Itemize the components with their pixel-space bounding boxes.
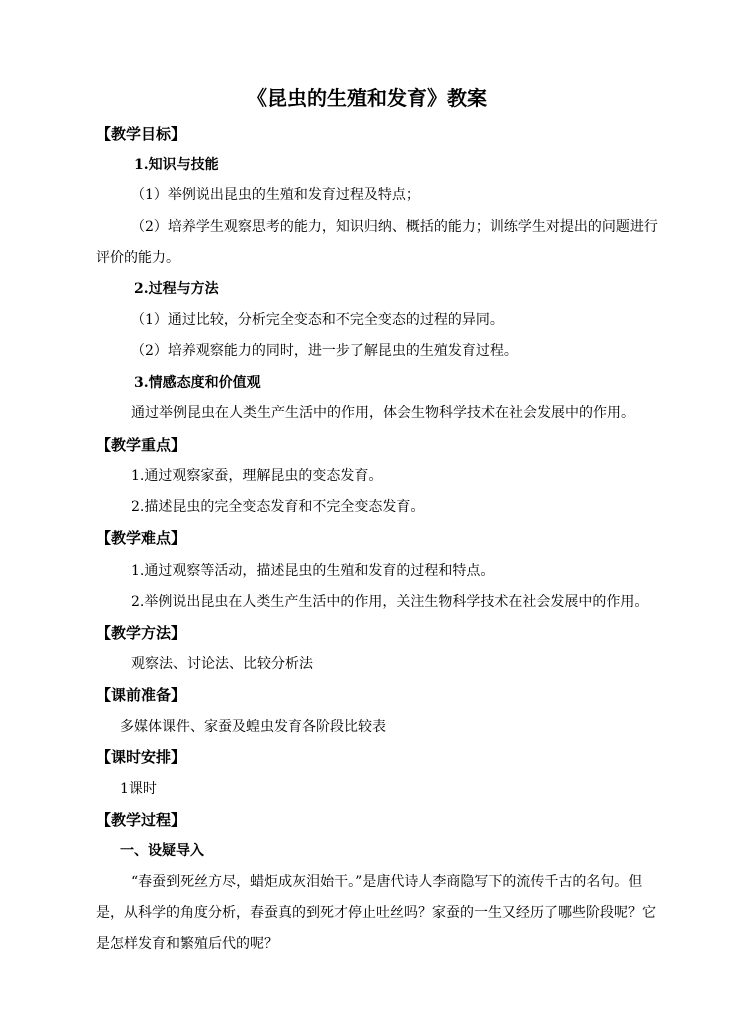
objective-item: （2）培养学生观察思考的能力，知识归纳、概括的能力；训练学生对提出的问题进行 — [131, 219, 658, 235]
heading-difficulties: 【教学难点】 — [96, 529, 187, 547]
intro-paragraph-line: “春蚕到死丝方尽，蜡炬成灰泪始干。”是唐代诗人李商隐写下的流传千古的名句。但 — [131, 874, 643, 890]
subheading-intro: 一、设疑导入 — [120, 843, 204, 859]
intro-paragraph-line: 是，从科学的角度分析，春蚕真的到死才停止吐丝吗？家蚕的一生又经历了哪些阶段呢？它 — [96, 905, 656, 921]
subheading-process-method: 2.过程与方法 — [134, 281, 219, 297]
heading-objectives: 【教学目标】 — [96, 125, 187, 143]
key-point-item: 1.通过观察家蚕，理解昆虫的变态发育。 — [131, 468, 383, 484]
heading-process: 【教学过程】 — [96, 811, 187, 829]
objective-item: （1）举例说出昆虫的生殖和发育过程及特点； — [131, 187, 420, 203]
objective-item: （1）通过比较，分析完全变态和不完全变态的过程的异同。 — [131, 312, 504, 328]
difficulty-item: 2.举例说出昆虫在人类生产生活中的作用，关注生物科学技术在社会发展中的作用。 — [131, 594, 649, 610]
intro-paragraph-line: 是怎样发育和繁殖后代的呢？ — [96, 936, 278, 952]
difficulty-item: 1.通过观察等活动，描述昆虫的生殖和发育的过程和特点。 — [131, 563, 495, 579]
heading-schedule: 【课时安排】 — [96, 748, 187, 766]
schedule-text: 1课时 — [120, 781, 157, 797]
key-point-item: 2.描述昆虫的完全变态发育和不完全变态发育。 — [131, 499, 425, 515]
objective-paragraph: 通过举例昆虫在人类生产生活中的作用，体会生物科学技术在社会发展中的作用。 — [131, 405, 635, 421]
heading-preparation: 【课前准备】 — [96, 686, 187, 704]
heading-methods: 【教学方法】 — [96, 624, 187, 642]
objective-item: （2）培养观察能力的同时，进一步了解昆虫的生殖发育过程。 — [131, 343, 518, 359]
subheading-attitude-values: 3.情感态度和价值观 — [134, 375, 261, 391]
methods-text: 观察法、讨论法、比较分析法 — [131, 656, 313, 672]
heading-key-points: 【教学重点】 — [96, 436, 187, 454]
subheading-knowledge-skills: 1.知识与技能 — [134, 157, 219, 173]
objective-item-continued: 评价的能力。 — [96, 250, 180, 266]
document-title: 《昆虫的生殖和发育》教案 — [247, 86, 487, 110]
preparation-text: 多媒体课件、家蚕及蝗虫发育各阶段比较表 — [120, 719, 386, 735]
